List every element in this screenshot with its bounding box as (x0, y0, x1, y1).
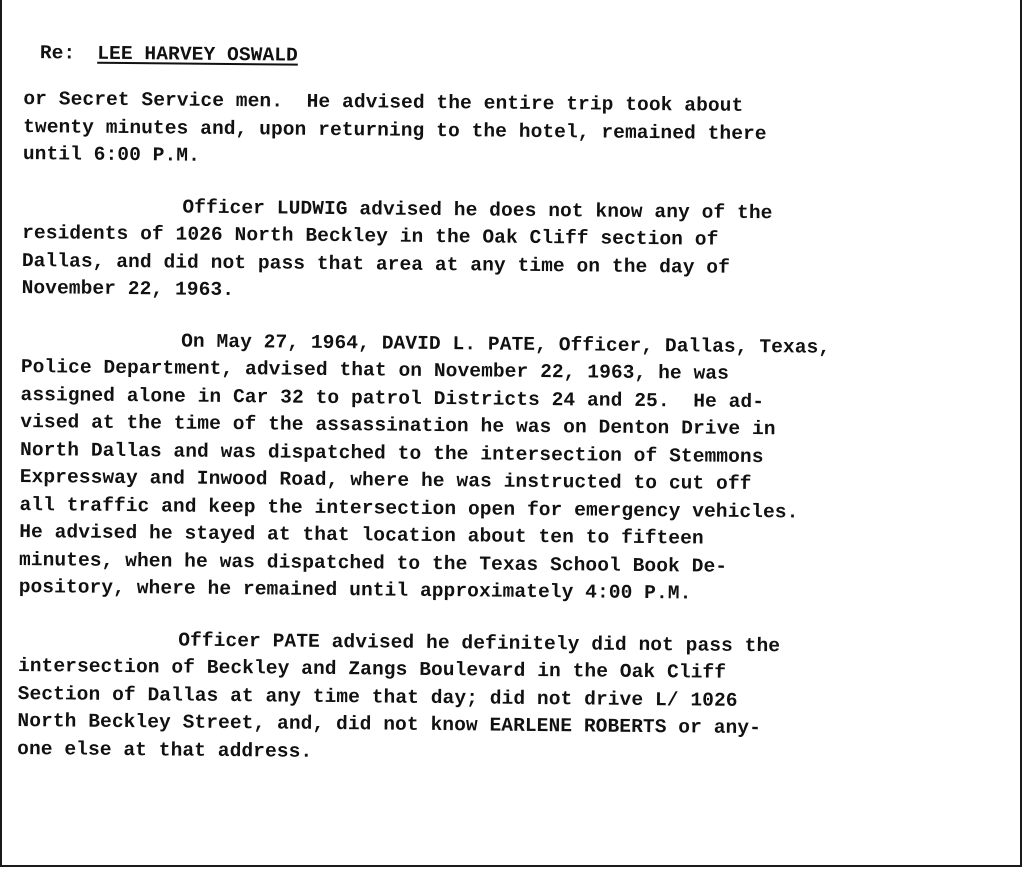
re-subject: LEE HARVEY OSWALD (97, 42, 299, 67)
line-text: twenty minutes and, upon returning to the hotel, remained there (23, 115, 767, 145)
document-body (17, 40, 1014, 796)
line-text: Section of Dallas at any time that day; did not drive L/ 1026 (17, 682, 738, 712)
line-text: one else at that address. (17, 737, 313, 763)
line-text: vised at the time of the assassination he was on Denton Drive in (20, 410, 776, 441)
line-text: all traffic and keep the intersection open for emergency vehicles. (19, 493, 799, 523)
line-text: November 22, 1963. (21, 276, 235, 302)
line-text: Officer PATE advised he definitely did not pass the (178, 629, 781, 657)
paragraph-indent (21, 344, 181, 346)
line-text: North Dallas and was dispatched to the intersection of Stemmons (19, 438, 764, 468)
line-text: He advised he stayed at that location about ten to fifteen (19, 520, 704, 550)
paragraph-1 (23, 86, 1014, 178)
line-text: minutes, when he was dispatched to the Texas School Book De- (18, 548, 728, 578)
paragraph-2 (21, 192, 1012, 311)
line-text: Dallas, and did not pass that area at any time on the day of (21, 249, 731, 279)
paragraph-indent (18, 643, 178, 645)
line-text: On May 27, 1964, DAVID L. PATE, Officer, Dallas, Texas, (181, 330, 831, 359)
paragraph-4 (17, 625, 1008, 772)
paragraphs (17, 86, 1013, 772)
line-text: until 6:00 P.M. (22, 142, 201, 167)
line-text: intersection of Beckley and Zangs Boulevard in the Oak Cliff (17, 654, 727, 684)
re-line (40, 40, 1014, 75)
re-label: Re: (39, 42, 76, 65)
line-text: or Secret Service men. He advised the entire trip took about (23, 87, 744, 117)
line-text: Expressway and Inwood Road, where he was instructed to cut off (19, 465, 752, 496)
line-text: Police Department, advised that on November 22, 1963, he was (20, 355, 730, 385)
paragraph-indent (22, 210, 182, 212)
line-text: residents of 1026 North Beckley in the Oak Cliff section of (22, 221, 719, 251)
paragraph-3 (19, 326, 1012, 610)
line-text: Officer LUDWIG advised he does not know any of the (182, 196, 773, 224)
line-text: pository, where he remained until approximately 4:00 P.M. (18, 575, 692, 605)
line-text: assigned alone in Car 32 to patrol Districts 24 and 25. He ad- (20, 383, 765, 413)
line-text: North Beckley Street, and, did not know EARLENE ROBERTS or any- (17, 709, 762, 740)
